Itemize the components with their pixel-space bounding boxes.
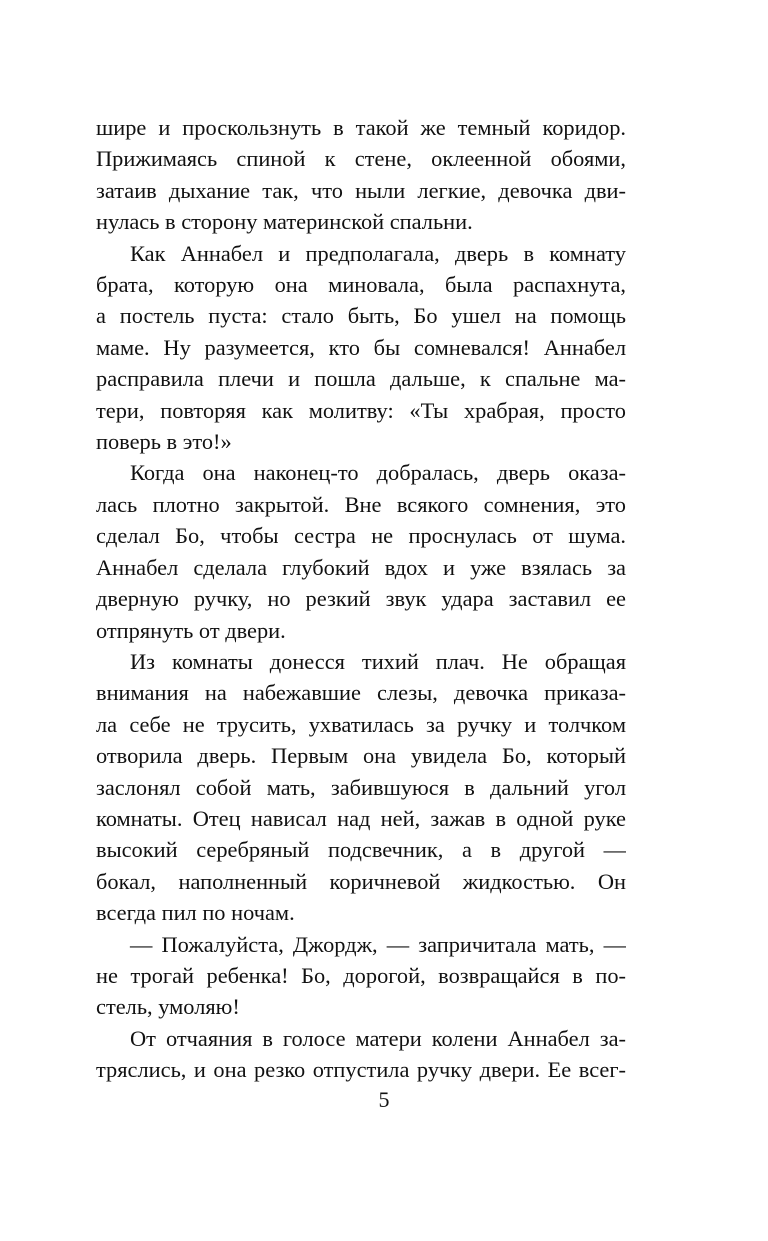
paragraph-5 [96, 929, 626, 1023]
text-line: брата, которую она миновала, была распахнута, [96, 272, 626, 298]
text-line: нулась в сторону материнской спальни. [96, 209, 473, 235]
text-line: а постель пуста: стало быть, Бо ушел на помощь [96, 303, 626, 329]
text-line: — Пожалуйста, Джордж, — запричитала мать, — [130, 931, 626, 957]
text-line: отпрянуть от двери. [96, 617, 286, 643]
text-line: внимания на набежавшие слезы, девочка приказа- [96, 680, 626, 706]
text-line: ла себе не трусить, ухватилась за ручку и толчком [96, 711, 626, 737]
text-line: Как Аннабел и предполагала, дверь в комнату [130, 240, 626, 266]
text-line: стель, умоляю! [96, 994, 240, 1020]
text-line: не трогай ребенка! Бо, дорогой, возвращайся в по- [96, 962, 626, 988]
text-line: сделал Бо, чтобы сестра не проснулась от шума. [96, 523, 626, 549]
text-line: Прижимаясь спиной к стене, оклеенной обоями, [96, 146, 626, 172]
text-line: От отчаяния в голосе матери колени Аннабел за- [130, 1025, 626, 1051]
text-line: маме. Ну разумеется, кто бы сомневался! Аннабел [96, 334, 626, 360]
paragraph-3 [96, 457, 626, 645]
text-line: тери, повторяя как молитву: «Ты храбрая, просто [96, 397, 626, 423]
page-number: 5 [378, 1087, 390, 1112]
text-line: заслонял собой мать, забившуюся в дальний угол [96, 774, 626, 800]
text-line: Из комнаты донесся тихий плач. Не обращая [130, 648, 626, 674]
text-line: отворила дверь. Первым она увидела Бо, который [96, 743, 626, 769]
text-line: расправила плечи и пошла дальше, к спальне ма- [96, 366, 626, 392]
page-body [96, 112, 626, 1086]
paragraph-6 [96, 1023, 626, 1086]
text-line: поверь в это!» [96, 429, 232, 455]
text-line: бокал, наполненный коричневой жидкостью. Он [96, 868, 626, 894]
text-line: высокий серебряный подсвечник, а в другой — [96, 837, 626, 863]
text-line: шире и проскользнуть в такой же темный коридор. [96, 115, 626, 140]
text-line: лась плотно закрытой. Вне всякого сомнения, это [96, 491, 626, 517]
paragraph-2 [96, 238, 626, 458]
paragraph-4 [96, 646, 626, 929]
paragraph-1 [96, 112, 626, 238]
text-line: комнаты. Отец нависал над ней, зажав в одной руке [96, 805, 626, 831]
text-line: дверную ручку, но резкий звук удара заставил ее [96, 586, 626, 612]
text-line: Аннабел сделала глубокий вдох и уже взялась за [96, 554, 626, 580]
text-line: всегда пил по ночам. [96, 900, 295, 926]
text-line: тряслись, и она резко отпустила ручку двери. Ее всег- [96, 1057, 626, 1083]
text-line: Когда она наконец-то добралась, дверь оказа- [130, 460, 626, 486]
text-line: затаив дыхание так, что ныли легкие, девочка дви- [96, 177, 626, 203]
